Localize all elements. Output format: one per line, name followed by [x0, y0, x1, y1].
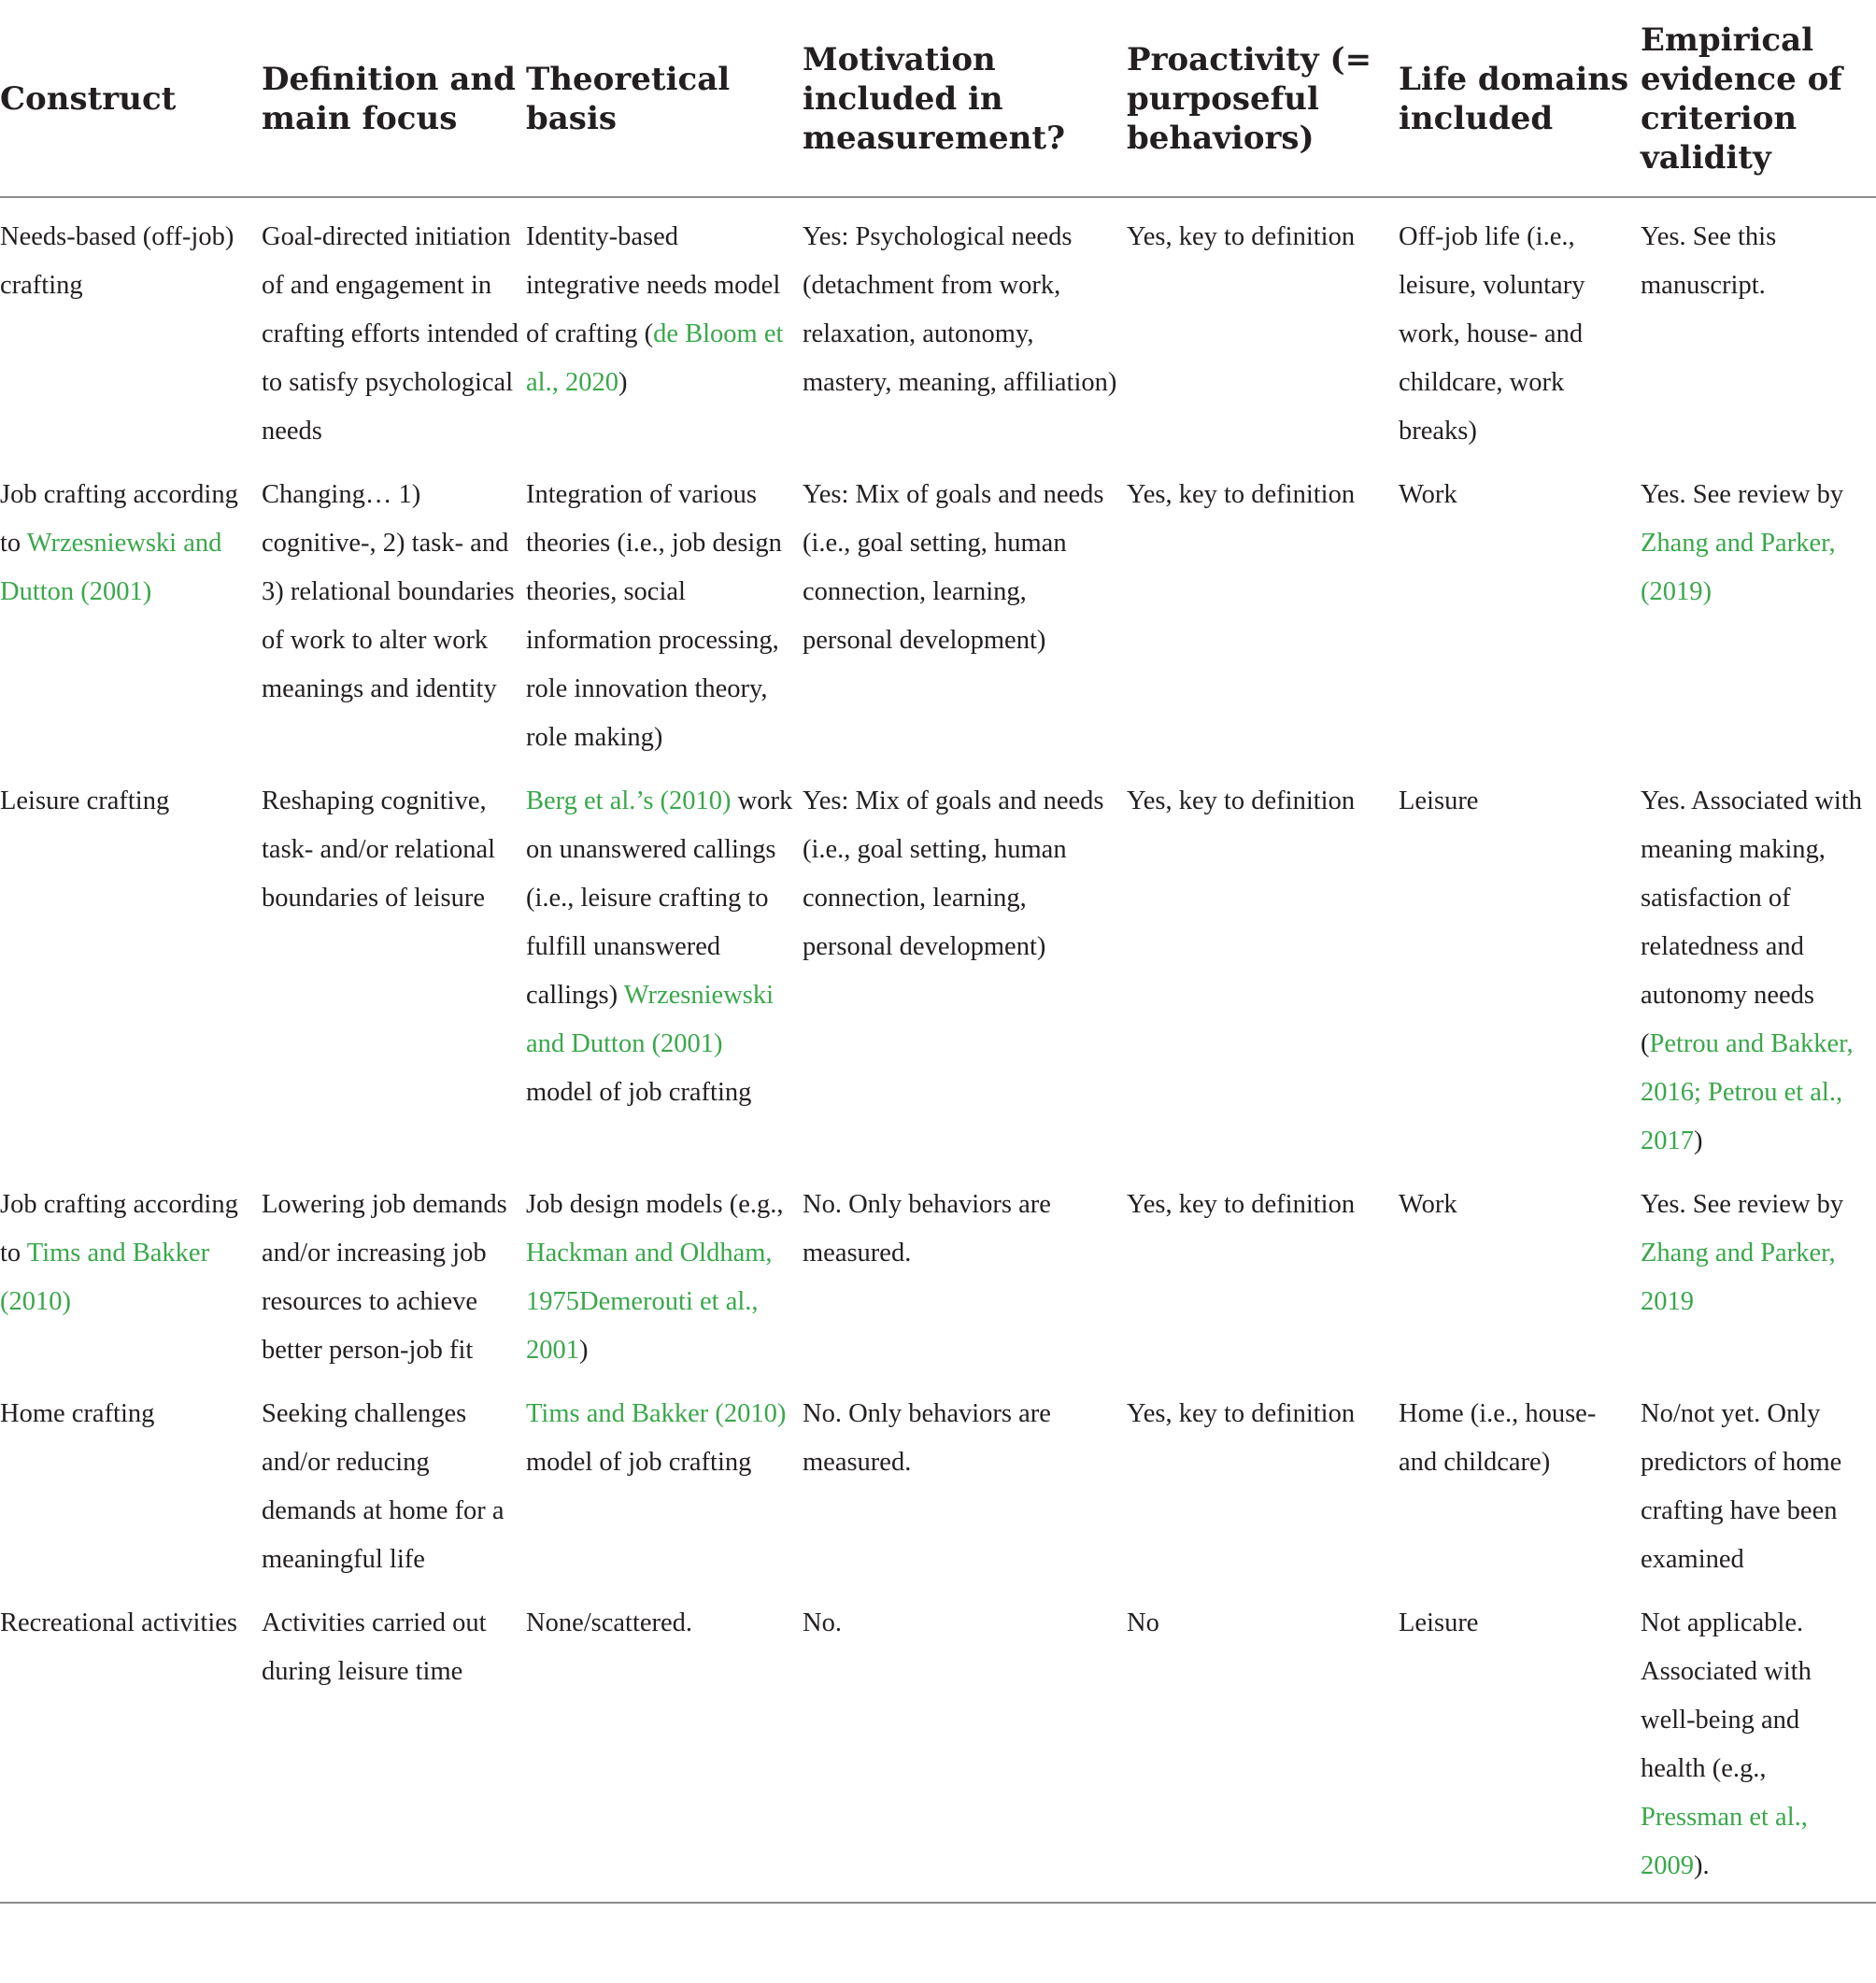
- header-theoretical-basis: [526, 0, 803, 197]
- cell-proactivity: [1127, 1166, 1399, 1375]
- cell-construct: [0, 1584, 262, 1903]
- cell-text: Home (i.e., house- and childcare): [1399, 1399, 1597, 1477]
- header-theoretical-basis-label: Theoretical basis: [526, 61, 731, 137]
- header-life-domains: [1399, 0, 1641, 197]
- citation-link[interactable]: Wrzesniewski and Dutton (2001): [0, 529, 222, 606]
- cell-text: Yes: Mix of goals and needs (i.e., goal setting, human connection, learning, personal development): [803, 786, 1104, 961]
- header-life-domains-label: Life domains included: [1399, 61, 1629, 137]
- cell-life-domains: [1399, 456, 1641, 762]
- table-body: [0, 197, 1876, 1903]
- cell-text: No/not yet. Only predictors of home crafting have been examined: [1641, 1399, 1842, 1574]
- header-motivation-label: Motivation included in measurement?: [803, 41, 1065, 157]
- citation-link[interactable]: Wrzesniewski and Dutton (2001): [526, 981, 775, 1058]
- citation-link[interactable]: Tims and Bakker (2010): [0, 1239, 210, 1316]
- cell-motivation: [803, 197, 1127, 456]
- cell-text: Yes, key to definition: [1127, 1399, 1356, 1428]
- cell-text: ): [579, 1336, 589, 1365]
- cell-life-domains: [1399, 762, 1641, 1166]
- cell-text: Job design models (e.g.,: [526, 1190, 784, 1219]
- cell-proactivity: [1127, 1375, 1399, 1584]
- cell-construct: [0, 456, 262, 762]
- cell-proactivity: [1127, 197, 1399, 456]
- cell-text: Off-job life (i.e., leisure, voluntary work, house- and childcare, work breaks): [1399, 222, 1585, 446]
- cell-empirical-evidence: [1641, 456, 1876, 762]
- header-row: [0, 0, 1876, 197]
- cell-text: Yes. See this manuscript.: [1641, 222, 1777, 300]
- cell-text: Needs-based (off-job) crafting: [0, 222, 234, 300]
- citation-link[interactable]: Petrou and Bakker, 2016; Petrou et al., 2017: [1641, 1029, 1854, 1155]
- cell-text: Yes. Associated with meaning making, satisfaction of relatedness and autonomy needs (: [1641, 786, 1862, 1058]
- cell-motivation: [803, 1375, 1127, 1584]
- table-header: [0, 0, 1876, 197]
- cell-text: model of job crafting: [526, 1448, 752, 1477]
- cell-text: Yes, key to definition: [1127, 786, 1356, 815]
- header-construct-label: Construct: [0, 80, 177, 118]
- cell-theoretical-basis: [526, 456, 803, 762]
- cell-life-domains: [1399, 1584, 1641, 1903]
- cell-text: Identity-based integrative needs model of crafting (: [526, 222, 781, 348]
- cell-text: Work: [1399, 480, 1457, 509]
- cell-text: Yes, key to definition: [1127, 480, 1356, 509]
- cell-motivation: [803, 762, 1127, 1166]
- cell-motivation: [803, 456, 1127, 762]
- cell-theoretical-basis: [526, 1375, 803, 1584]
- header-definition-label: Definition and main focus: [262, 61, 516, 137]
- cell-motivation: [803, 1166, 1127, 1375]
- cell-construct: [0, 1375, 262, 1584]
- cell-life-domains: [1399, 1166, 1641, 1375]
- cell-text: Yes: Psychological needs (detachment from work, relaxation, autonomy, mastery, meaning, affiliation): [803, 222, 1117, 397]
- cell-text: Leisure crafting: [0, 786, 170, 815]
- citation-link[interactable]: Hackman and Oldham, 1975Demerouti et al., 2001: [526, 1239, 773, 1365]
- cell-theoretical-basis: [526, 1584, 803, 1903]
- citation-link[interactable]: Zhang and Parker, 2019: [1641, 1239, 1836, 1316]
- cell-definition: [262, 762, 526, 1166]
- header-empirical-evidence: [1641, 0, 1876, 197]
- cell-text: No.: [803, 1608, 842, 1637]
- cell-text: ): [1694, 1126, 1703, 1155]
- cell-text: Activities carried out during leisure time: [262, 1608, 487, 1686]
- cell-text: None/scattered.: [526, 1608, 693, 1637]
- cell-empirical-evidence: [1641, 1584, 1876, 1903]
- cell-definition: [262, 197, 526, 456]
- cell-theoretical-basis: [526, 1166, 803, 1375]
- cell-proactivity: [1127, 762, 1399, 1166]
- cell-definition: [262, 1375, 526, 1584]
- cell-text: No: [1127, 1608, 1159, 1637]
- table-row: [0, 1166, 1876, 1375]
- citation-link[interactable]: Berg et al.’s (2010): [526, 786, 732, 815]
- cell-definition: [262, 456, 526, 762]
- cell-text: Reshaping cognitive, task- and/or relational boundaries of leisure: [262, 786, 496, 913]
- cell-text: Lowering job demands and/or increasing job resources to achieve better person-job fit: [262, 1190, 507, 1365]
- cell-construct: [0, 1166, 262, 1375]
- header-empirical-evidence-label: Empirical evidence of criterion validity: [1641, 21, 1842, 177]
- cell-text: ).: [1694, 1851, 1710, 1880]
- header-proactivity: [1127, 0, 1399, 197]
- cell-proactivity: [1127, 456, 1399, 762]
- table-row: [0, 456, 1876, 762]
- cell-text: Leisure: [1399, 1608, 1479, 1637]
- header-motivation: [803, 0, 1127, 197]
- table-row: [0, 197, 1876, 456]
- cell-text: Integration of various theories (i.e., job design theories, social information processing, role innovation theory, role making): [526, 480, 782, 752]
- header-proactivity-label: Proactivity (= purposeful behaviors): [1127, 41, 1372, 157]
- citation-link[interactable]: de Bloom et al., 2020: [526, 319, 784, 397]
- cell-life-domains: [1399, 197, 1641, 456]
- table-row: [0, 1375, 1876, 1584]
- cell-text: model of job crafting: [526, 1078, 752, 1107]
- header-construct: [0, 0, 262, 197]
- cell-empirical-evidence: [1641, 1375, 1876, 1584]
- cell-life-domains: [1399, 1375, 1641, 1584]
- cell-text: Yes, key to definition: [1127, 1190, 1356, 1219]
- cell-text: Changing… 1) cognitive-, 2) task- and 3) relational boundaries of work to alter work meanings and identity: [262, 480, 515, 703]
- cell-text: Leisure: [1399, 786, 1479, 815]
- cell-text: Yes: Mix of goals and needs (i.e., goal setting, human connection, learning, personal development): [803, 480, 1104, 655]
- cell-text: Recreational activities: [0, 1608, 238, 1637]
- cell-theoretical-basis: [526, 762, 803, 1166]
- cell-definition: [262, 1584, 526, 1903]
- cell-empirical-evidence: [1641, 197, 1876, 456]
- table-row: [0, 1584, 1876, 1903]
- citation-link[interactable]: Tims and Bakker (2010): [526, 1399, 787, 1428]
- cell-text: Job crafting according to: [0, 480, 238, 558]
- cell-motivation: [803, 1584, 1127, 1903]
- cell-proactivity: [1127, 1584, 1399, 1903]
- cell-text: Job crafting according to: [0, 1190, 238, 1268]
- cell-construct: [0, 762, 262, 1166]
- cell-text: Goal-directed initiation of and engagement in crafting efforts intended to satisfy psychological needs: [262, 222, 519, 446]
- cell-text: Not applicable. Associated with well-being and health (e.g.,: [1641, 1608, 1812, 1783]
- cell-text: ): [618, 368, 628, 397]
- cell-text: Yes, key to definition: [1127, 222, 1356, 251]
- cell-text: No. Only behaviors are measured.: [803, 1190, 1051, 1268]
- cell-empirical-evidence: [1641, 1166, 1876, 1375]
- cell-text: Seeking challenges and/or reducing demands at home for a meaningful life: [262, 1399, 505, 1574]
- cell-text: Home crafting: [0, 1399, 155, 1428]
- cell-text: work on unanswered callings (i.e., leisure crafting to fulfill unanswered callings): [526, 786, 793, 1010]
- cell-empirical-evidence: [1641, 762, 1876, 1166]
- cell-text: Work: [1399, 1190, 1457, 1219]
- table-row: [0, 762, 1876, 1166]
- citation-link[interactable]: Pressman et al., 2009: [1641, 1803, 1808, 1880]
- cell-text: Yes. See review by: [1641, 480, 1844, 509]
- cell-theoretical-basis: [526, 197, 803, 456]
- citation-link[interactable]: Zhang and Parker, (2019): [1641, 529, 1836, 606]
- cell-definition: [262, 1166, 526, 1375]
- header-definition: [262, 0, 526, 197]
- cell-text: No. Only behaviors are measured.: [803, 1399, 1051, 1477]
- cell-construct: [0, 197, 262, 456]
- cell-text: Yes. See review by: [1641, 1190, 1844, 1219]
